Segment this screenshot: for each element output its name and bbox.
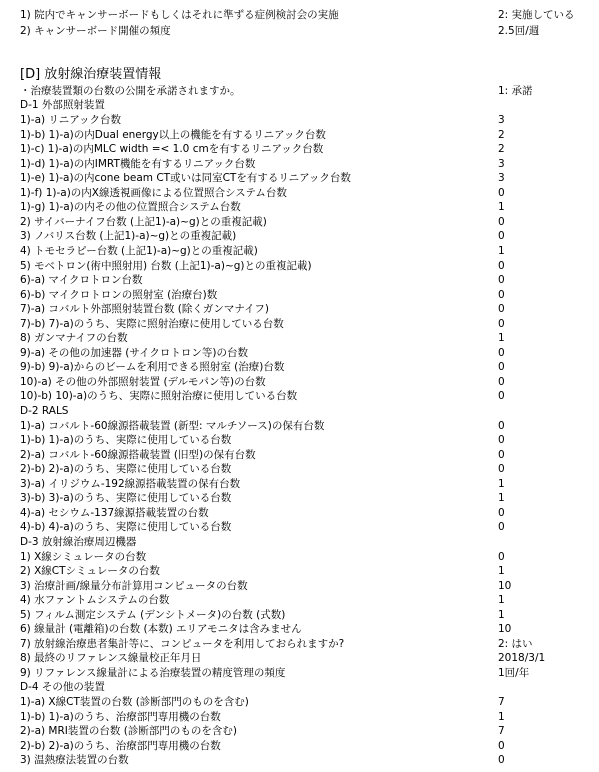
item-label: 2) キャンサーボード開催の頻度 <box>20 25 171 37</box>
item-value: 7 <box>498 696 505 708</box>
d4-row <box>0 739 599 753</box>
item-label: 1)-c) 1)-a)の内MLC width =< 1.0 cmを有するリニアック台数 <box>20 143 324 155</box>
d1-row <box>0 128 599 142</box>
item-value: 0 <box>498 187 505 199</box>
item-value: 0 <box>498 303 505 315</box>
item-value: 0 <box>498 551 505 563</box>
item-value: 0 <box>498 376 505 388</box>
d1-row <box>0 346 599 360</box>
item-value: 1 <box>498 711 505 723</box>
item-label: 1)-b) 1)-a)の内Dual energy以上の機能を有するリニアック台数 <box>20 129 326 141</box>
section-heading: D-3 放射線治療周辺機器 <box>20 536 137 548</box>
d1-row <box>0 200 599 214</box>
item-label: ・治療装置類の台数の公開を承諾されますか。 <box>20 85 241 97</box>
item-value: 0 <box>498 434 505 446</box>
d1-row <box>0 215 599 229</box>
d4-row <box>0 695 599 709</box>
d1-row <box>0 113 599 127</box>
item-value: 0 <box>498 318 505 330</box>
d3-row <box>0 666 599 680</box>
item-label: 5) フィルム測定システム (デンシトメータ)の台数 (式数) <box>20 609 286 621</box>
d3-row <box>0 564 599 578</box>
item-value: 0 <box>498 420 505 432</box>
item-label: 1) 院内でキャンサーボードもしくはそれに準ずる症例検討会の実施 <box>20 9 339 21</box>
d2-row <box>0 506 599 520</box>
cancer-board-frequency <box>0 24 599 38</box>
item-label: 4)-a) セシウム-137線源搭載装置の台数 <box>20 507 209 519</box>
item-value: 1回/年 <box>498 667 530 679</box>
item-label: 9) リファレンス線量計による治療装置の精度管理の頻度 <box>20 667 286 679</box>
item-label: 7)-b) 7)-a)のうち、実際に照射治療に使用している台数 <box>20 318 284 330</box>
item-label: 1)-b) 1)-a)のうち、治療部門専用機の台数 <box>20 711 221 723</box>
item-value: 10 <box>498 580 512 592</box>
item-value: 0 <box>498 289 505 301</box>
item-value: 1 <box>498 565 505 577</box>
item-label: 4) 水ファントムシステムの台数 <box>20 594 170 606</box>
item-value: 1 <box>498 609 505 621</box>
item-value: 0 <box>498 754 505 766</box>
item-value: 2 <box>498 143 505 155</box>
item-label: 6) 線量計 (電離箱)の台数 (本数) エリアモニタは含みません <box>20 623 302 635</box>
item-value: 0 <box>498 230 505 242</box>
item-value: 1 <box>498 201 505 213</box>
item-value: 2 <box>498 129 505 141</box>
item-label: 2) サイバーナイフ台数 (上記1)-a)~g)との重複記載) <box>20 216 267 228</box>
item-value: 0 <box>498 463 505 475</box>
item-value: 1 <box>498 594 505 606</box>
d3-row <box>0 593 599 607</box>
item-label: 2)-a) コバルト-60線源搭載装置 (旧型)の保有台数 <box>20 449 256 461</box>
d3-row <box>0 579 599 593</box>
item-label: 1) X線シミュレータの台数 <box>20 551 147 563</box>
item-label: 1)-a) X線CT装置の台数 (診断部門のものを含む) <box>20 696 249 708</box>
d3-row <box>0 550 599 564</box>
item-label: 7)-a) コバルト外部照射装置台数 (除くガンマナイフ) <box>20 303 269 315</box>
section-heading: D-4 その他の装置 <box>20 681 105 693</box>
item-value: 0 <box>498 449 505 461</box>
item-label: 4) トモセラピー台数 (上記1)-a)~g)との重複記載) <box>20 245 258 257</box>
item-label: 1)-g) 1)-a)の内その他の位置照合システム台数 <box>20 201 241 213</box>
d1-row <box>0 273 599 287</box>
item-label: 3) 温熱療法装置の台数 <box>20 754 129 766</box>
section-heading: D-2 RALS <box>20 405 69 417</box>
item-label: 9)-a) その他の加速器 (サイクロトロン等)の台数 <box>20 347 249 359</box>
d2-title <box>0 404 599 418</box>
consent-row <box>0 84 599 98</box>
d4-row <box>0 753 599 767</box>
item-value: 0 <box>498 274 505 286</box>
item-label: 2) X線CTシミュレータの台数 <box>20 565 160 577</box>
section-heading: D-1 外部照射装置 <box>20 99 105 111</box>
d1-row <box>0 244 599 258</box>
item-label: 2)-b) 2)-a)のうち、治療部門専用機の台数 <box>20 740 221 752</box>
item-label: 3)-a) イリジウム-192線源搭載装置の保有台数 <box>20 478 241 490</box>
item-value: 1 <box>498 492 505 504</box>
item-label: 10)-a) その他の外部照射装置 (デルモパン等)の台数 <box>20 376 266 388</box>
item-value: 10 <box>498 623 512 635</box>
item-value: 3 <box>498 172 505 184</box>
d1-row <box>0 375 599 389</box>
d2-row <box>0 477 599 491</box>
d1-row <box>0 229 599 243</box>
d4-title <box>0 680 599 694</box>
item-value: 3 <box>498 158 505 170</box>
d3-row <box>0 651 599 665</box>
d1-row <box>0 157 599 171</box>
item-label: 1)-a) リニアック台数 <box>20 114 121 126</box>
d1-row <box>0 331 599 345</box>
d1-row <box>0 171 599 185</box>
item-value: 0 <box>498 521 505 533</box>
d2-row <box>0 462 599 476</box>
item-label: 8) 最終のリファレンス線量校正年月日 <box>20 652 202 664</box>
d2-row <box>0 433 599 447</box>
item-label: 4)-b) 4)-a)のうち、実際に使用している台数 <box>20 521 232 533</box>
d3-row <box>0 608 599 622</box>
d3-row <box>0 637 599 651</box>
d1-row <box>0 142 599 156</box>
item-label: 10)-b) 10)-a)のうち、実際に照射治療に使用している台数 <box>20 390 298 402</box>
item-value: 3 <box>498 114 505 126</box>
d4-row <box>0 724 599 738</box>
d3-title <box>0 535 599 549</box>
item-value: 0 <box>498 507 505 519</box>
section-heading: [D] 放射線治療装置情報 <box>20 67 162 82</box>
item-value: 7 <box>498 725 505 737</box>
item-label: 8) ガンマナイフの台数 <box>20 332 128 344</box>
item-label: 5) モベトロン(術中照射用) 台数 (上記1)-a)~g)との重複記載) <box>20 260 312 272</box>
item-value: 1: 承諾 <box>498 85 533 97</box>
item-value: 0 <box>498 390 505 402</box>
item-label: 1)-e) 1)-a)の内cone beam CT或いは同室CTを有するリニアック台数 <box>20 172 351 184</box>
d2-row <box>0 491 599 505</box>
d2-row <box>0 520 599 534</box>
item-value: 2: 実施している <box>498 9 575 21</box>
item-value: 0 <box>498 260 505 272</box>
d2-row <box>0 419 599 433</box>
item-label: 9)-b) 9)-a)からのビームを利用できる照射室 (治療)台数 <box>20 361 285 373</box>
item-label: 3)-b) 3)-a)のうち、実際に使用している台数 <box>20 492 232 504</box>
d1-row <box>0 259 599 273</box>
item-value: 0 <box>498 740 505 752</box>
item-value: 0 <box>498 361 505 373</box>
item-label: 7) 放射線治療患者集計等に、コンピュータを利用しておられますか? <box>20 638 345 650</box>
d2-row <box>0 448 599 462</box>
item-label: 2)-b) 2)-a)のうち、実際に使用している台数 <box>20 463 232 475</box>
item-value: 1 <box>498 478 505 490</box>
item-label: 1)-b) 1)-a)のうち、実際に使用している台数 <box>20 434 232 446</box>
item-value: 2: はい <box>498 638 533 650</box>
item-label: 1)-d) 1)-a)の内IMRT機能を有するリニアック台数 <box>20 158 256 170</box>
d1-row <box>0 302 599 316</box>
d1-row <box>0 360 599 374</box>
item-value: 0 <box>498 347 505 359</box>
item-label: 3) 治療計画/線量分布計算用コンピュータの台数 <box>20 580 248 592</box>
d1-title <box>0 98 599 112</box>
item-label: 6)-b) マイクロトロンの照射室 (治療台)数 <box>20 289 218 301</box>
cancer-board-implementation <box>0 8 599 22</box>
item-value: 2018/3/1 <box>498 652 546 664</box>
item-value: 1 <box>498 245 505 257</box>
section-d-title <box>0 68 599 82</box>
item-label: 2)-a) MRI装置の台数 (診断部門のものを含む) <box>20 725 237 737</box>
item-value: 2.5回/週 <box>498 25 540 37</box>
item-value: 1 <box>498 332 505 344</box>
item-label: 6)-a) マイクロトロン台数 <box>20 274 143 286</box>
d1-row <box>0 288 599 302</box>
d4-row <box>0 710 599 724</box>
d3-row <box>0 622 599 636</box>
d1-row <box>0 317 599 331</box>
item-label: 3) ノバリス台数 (上記1)-a)~g)との重複記載) <box>20 230 237 242</box>
item-label: 1)-a) コバルト-60線源搭載装置 (新型: マルチソース)の保有台数 <box>20 420 325 432</box>
item-value: 0 <box>498 216 505 228</box>
d1-row <box>0 186 599 200</box>
item-label: 1)-f) 1)-a)の内X線透視画像による位置照合システム台数 <box>20 187 287 199</box>
d1-row <box>0 389 599 403</box>
